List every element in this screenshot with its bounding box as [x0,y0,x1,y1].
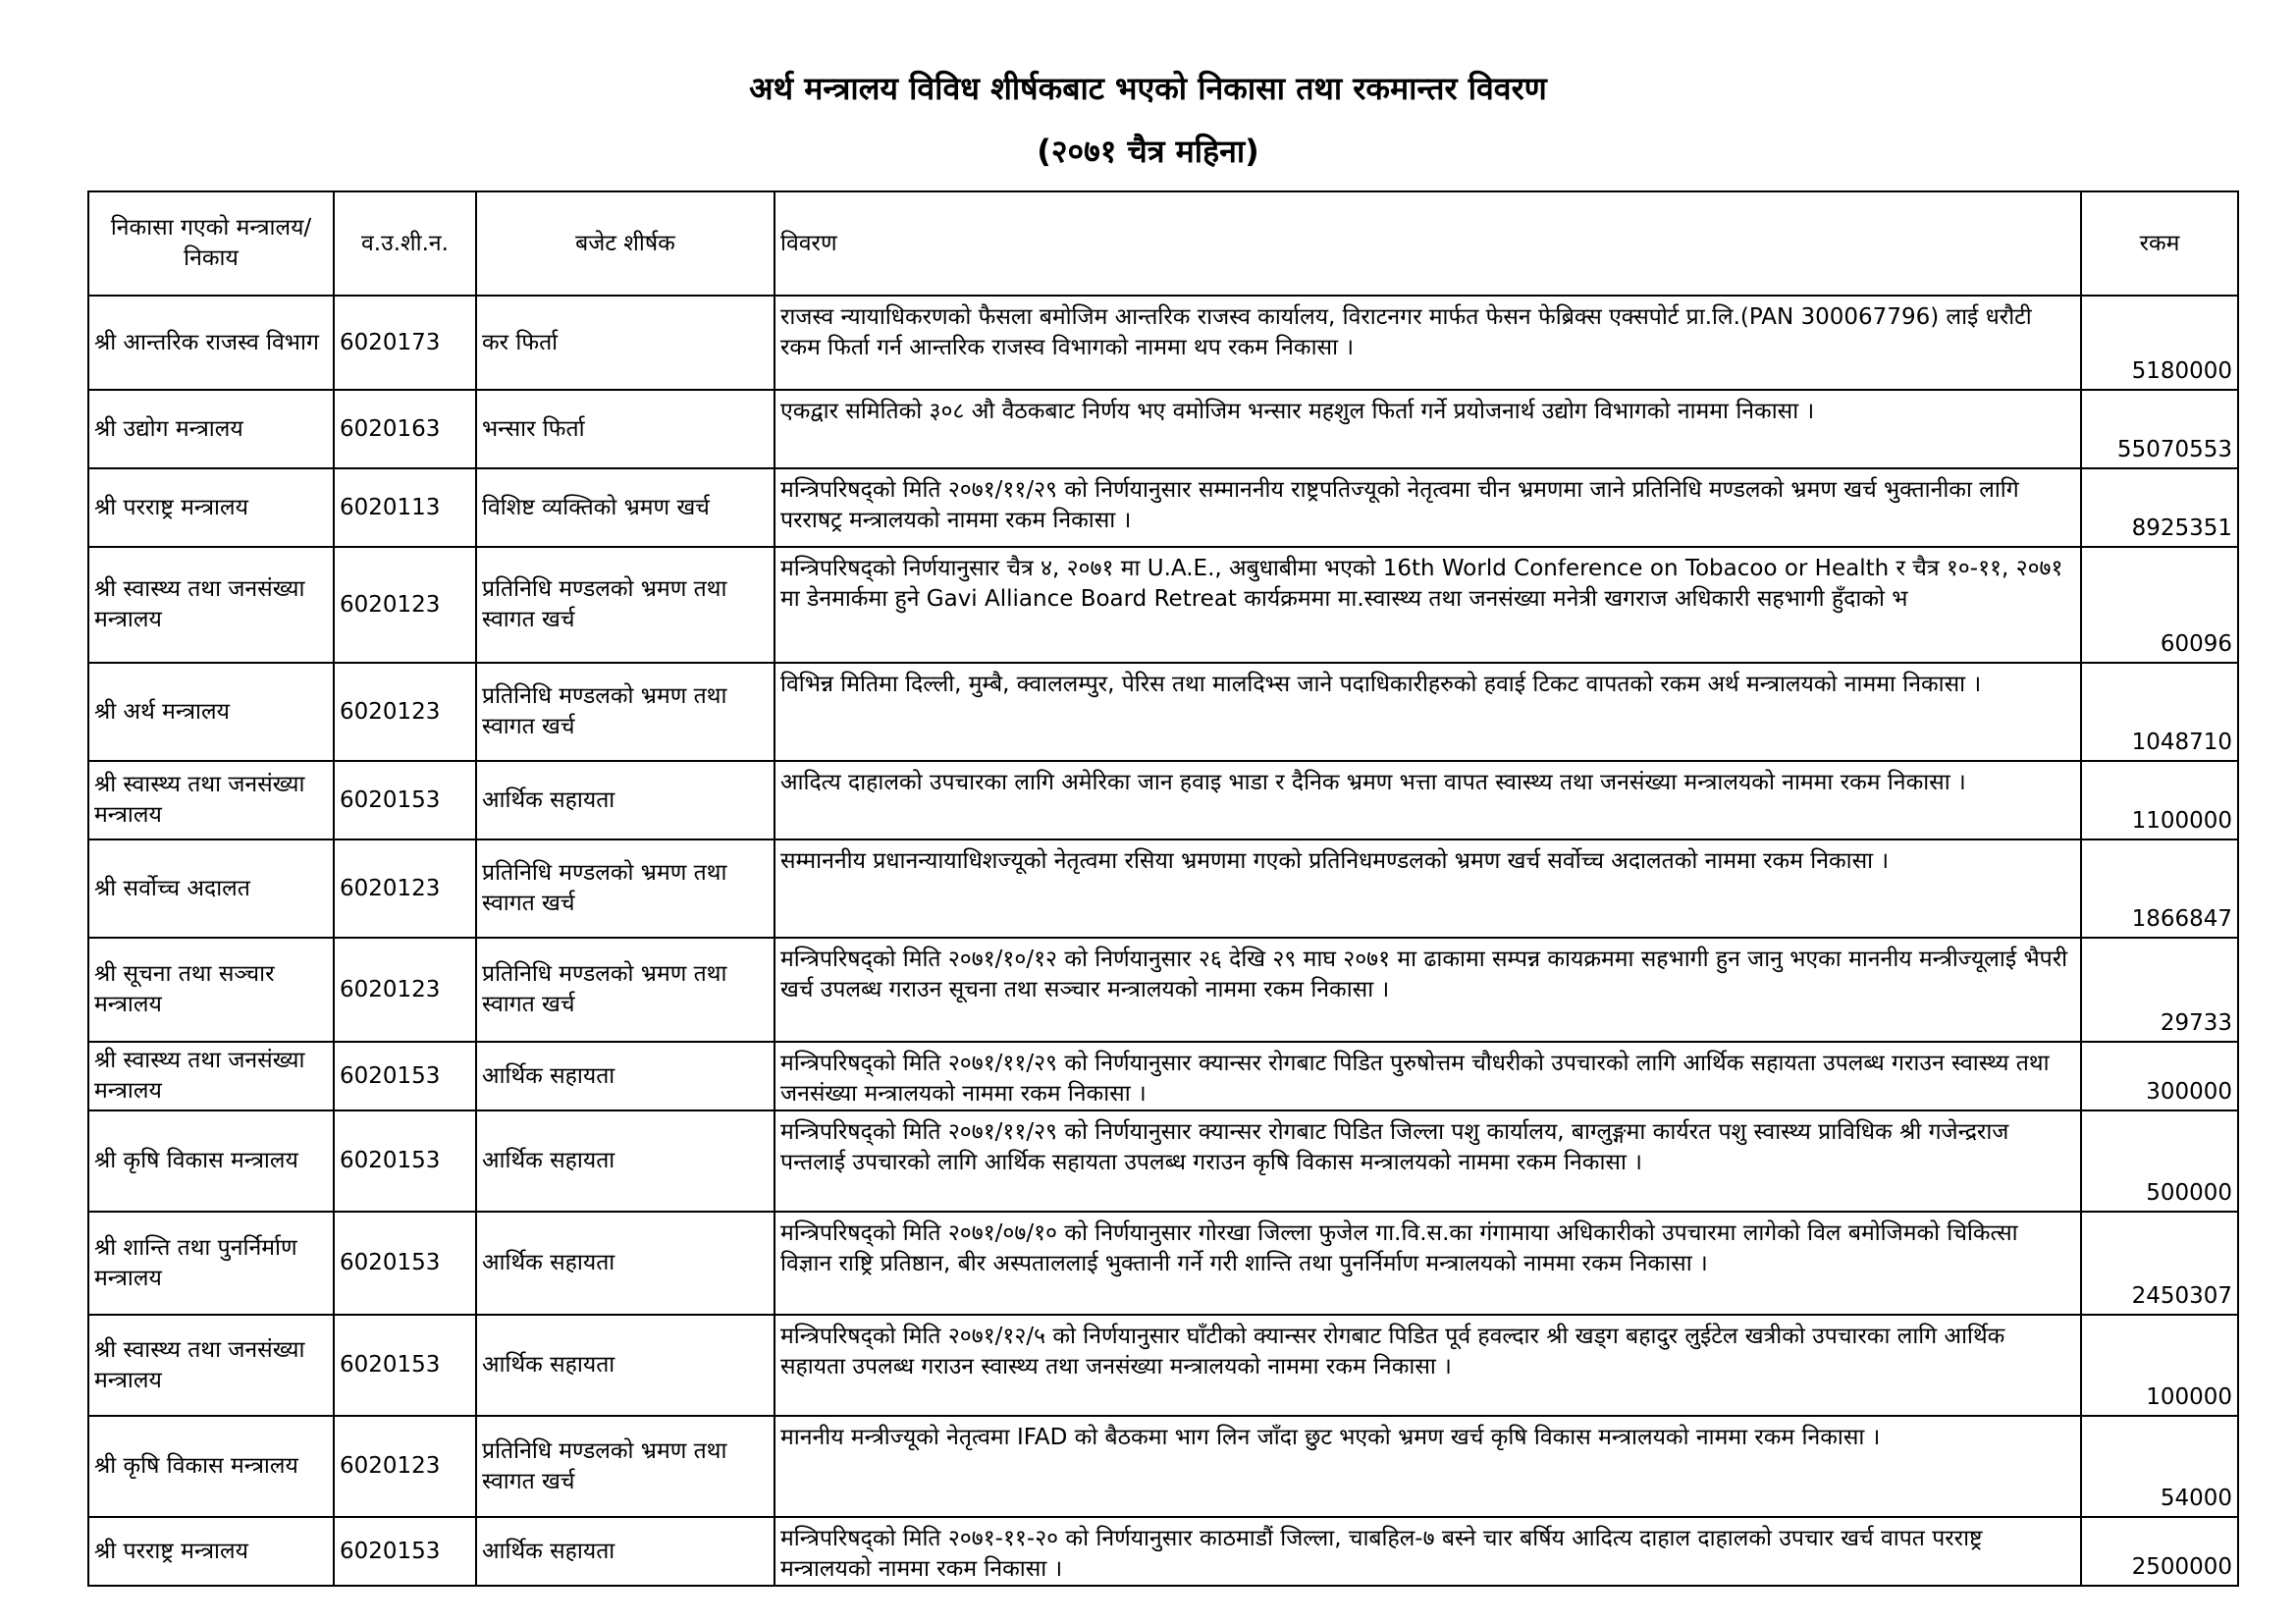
cell-amount: 8925351 [2081,468,2238,547]
table-row [88,1315,2238,1416]
cell-code: 6020123 [334,839,476,938]
cell-description: माननीय मन्त्रीज्यूको नेतृत्वमा IFAD को बैठकमा भाग लिन जाँदा छुट भएको भ्रमण खर्च कृषि विकास मन्त्रालयको नाममा रकम निकासा । [774,1416,2081,1517]
table-row [88,1416,2238,1517]
cell-ministry: श्री अर्थ मन्त्रालय [88,663,334,761]
header-description: विवरण [774,191,2081,296]
cell-ministry: श्री कृषि विकास मन्त्रालय [88,1110,334,1212]
cell-amount: 1048710 [2081,663,2238,761]
header-amount: रकम [2081,191,2238,296]
cell-amount: 2500000 [2081,1517,2238,1586]
header-budget: बजेट शीर्षक [476,191,774,296]
header-ministry: निकासा गएको मन्त्रालय/निकाय [88,191,334,296]
table-row [88,761,2238,839]
cell-code: 6020173 [334,296,476,390]
table-row [88,839,2238,938]
cell-description: मन्त्रिपरिषद्को मिति २०७१/१२/५ को निर्णयानुसार घाँटीको क्यान्सर रोगबाट पिडित पूर्व हवल्दार श्री खड्ग बहादुर लुईटेल खत्रीको उपचारका लागि आर्थिक सहायता उपलब्ध गराउन स्वास्थ्य तथा जनसंख्या मन्त्रालयको नाममा रकम निकासा । [774,1315,2081,1416]
table-row [88,938,2238,1042]
table-row [88,663,2238,761]
cell-budget: भन्सार फिर्ता [476,390,774,468]
cell-ministry: श्री स्वास्थ्य तथा जनसंख्या मन्त्रालय [88,1315,334,1416]
page-subtitle: (२०७१ चैत्र महिना) [1037,133,1259,170]
cell-description: सम्माननीय प्रधानन्यायाधिशज्यूको नेतृत्वमा रसिया भ्रमणमा गएको प्रतिनिधमण्डलको भ्रमण खर्च सर्वोच्च अदालतको नाममा रकम निकासा । [774,839,2081,938]
cell-ministry: श्री स्वास्थ्य तथा जनसंख्या मन्त्रालय [88,1042,334,1110]
page-title: अर्थ मन्त्रालय विविध शीर्षकबाट भएको निकासा तथा रकमान्तर विवरण [749,70,1547,107]
cell-ministry: श्री परराष्ट्र मन्त्रालय [88,468,334,547]
cell-ministry: श्री स्वास्थ्य तथा जनसंख्या मन्त्रालय [88,547,334,663]
cell-code: 6020123 [334,1416,476,1517]
cell-description: मन्त्रिपरिषद्को मिति २०७१/११/२९ को निर्णयानुसार सम्माननीय राष्ट्रपतिज्यूको नेतृत्वमा चीन भ्रमणमा जाने प्रतिनिधि मण्डलको भ्रमण खर्च भुक्तानीका लागि परराषट्र मन्त्रालयको नाममा रकम निकासा । [774,468,2081,547]
table-header-row [88,191,2238,296]
cell-code: 6020153 [334,761,476,839]
cell-amount: 100000 [2081,1315,2238,1416]
cell-description: मन्त्रिपरिषद्को मिति २०७१/०७/१० को निर्णयानुसार गोरखा जिल्ला फुजेल गा.वि.स.का गंगामाया अधिकारीको उपचारमा लागेको विल बमोजिमको चिकित्सा विज्ञान राष्ट्रि प्रतिष्ठान, बीर अस्पताललाई भुक्तानी गर्ने गरी शान्ति तथा पुनर्निर्माण मन्त्रालयको नाममा रकम निकासा । [774,1212,2081,1315]
cell-budget: प्रतिनिधि मण्डलको भ्रमण तथा स्वागत खर्च [476,839,774,938]
cell-description: एकद्वार समितिको ३०८ औ वैठकबाट निर्णय भए वमोजिम भन्सार महशुल फिर्ता गर्ने प्रयोजनार्थ उद्योग विभागको नाममा निकासा । [774,390,2081,468]
cell-code: 6020153 [334,1110,476,1212]
header-code: व.उ.शी.न. [334,191,476,296]
cell-description: राजस्व न्यायाधिकरणको फैसला बमोजिम आन्तरिक राजस्व कार्यालय, विराटनगर मार्फत फेसन फेब्रिक्स एक्सपोर्ट प्रा.लि.(PAN 300067796) लाई धरौटी रकम फिर्ता गर्न आन्तरिक राजस्व विभागको नाममा थप रकम निकासा । [774,296,2081,390]
table-row [88,1110,2238,1212]
cell-amount: 55070553 [2081,390,2238,468]
table-row [88,1042,2238,1110]
table-row [88,1517,2238,1586]
table-row [88,1212,2238,1315]
cell-amount: 1866847 [2081,839,2238,938]
cell-description: मन्त्रिपरिषद्को मिति २०७१/११/२९ को निर्णयानुसार क्यान्सर रोगबाट पिडित पुरुषोत्तम चौधरीको उपचारको लागि आर्थिक सहायता उपलब्ध गराउन स्वास्थ्य तथा जनसंख्या मन्त्रालयको नाममा रकम निकासा । [774,1042,2081,1110]
cell-code: 6020153 [334,1517,476,1586]
cell-amount: 60096 [2081,547,2238,663]
cell-budget: आर्थिक सहायता [476,1315,774,1416]
cell-code: 6020153 [334,1212,476,1315]
cell-code: 6020153 [334,1315,476,1416]
cell-code: 6020123 [334,547,476,663]
cell-ministry: श्री उद्योग मन्त्रालय [88,390,334,468]
cell-amount: 29733 [2081,938,2238,1042]
cell-description: मन्त्रिपरिषद्को मिति २०७१/११/२९ को निर्णयानुसार क्यान्सर रोगबाट पिडित जिल्ला पशु कार्यालय, बाग्लुङ्गमा कार्यरत पशु स्वास्थ्य प्राविधिक श्री गजेन्द्रराज पन्तलाई उपचारको लागि आर्थिक सहायता उपलब्ध गराउन कृषि विकास मन्त्रालयको नाममा रकम निकासा । [774,1110,2081,1212]
cell-code: 6020113 [334,468,476,547]
cell-budget: प्रतिनिधि मण्डलको भ्रमण तथा स्वागत खर्च [476,1416,774,1517]
cell-budget: कर फिर्ता [476,296,774,390]
disbursement-table [87,190,2239,1587]
cell-description: मन्त्रिपरिषद्को मिति २०७१-११-२० को निर्णयानुसार काठमाडौं जिल्ला, चाबहिल-७ बस्ने चार बर्षिय आदित्य दाहाल दाहालको उपचार खर्च वापत परराष्ट्र मन्त्रालयको नाममा रकम निकासा । [774,1517,2081,1586]
cell-budget: आर्थिक सहायता [476,1212,774,1315]
cell-ministry: श्री आन्तरिक राजस्व विभाग [88,296,334,390]
cell-budget: विशिष्ट व्यक्तिको भ्रमण खर्च [476,468,774,547]
cell-code: 6020123 [334,663,476,761]
cell-description: विभिन्न मितिमा दिल्ली, मुम्बै, क्वाललम्पुर, पेरिस तथा मालदिभ्स जाने पदाधिकारीहरुको हवाई टिकट वापतको रकम अर्थ मन्त्रालयको नाममा निकासा । [774,663,2081,761]
cell-code: 6020153 [334,1042,476,1110]
cell-amount: 54000 [2081,1416,2238,1517]
cell-ministry: श्री कृषि विकास मन्त्रालय [88,1416,334,1517]
cell-ministry: श्री परराष्ट्र मन्त्रालय [88,1517,334,1586]
cell-ministry: श्री सर्वोच्च अदालत [88,839,334,938]
table-row [88,547,2238,663]
cell-amount: 1100000 [2081,761,2238,839]
cell-budget: प्रतिनिधि मण्डलको भ्रमण तथा स्वागत खर्च [476,547,774,663]
cell-description: आदित्य दाहालको उपचारका लागि अमेरिका जान हवाइ भाडा र दैनिक भ्रमण भत्ता वापत स्वास्थ्य तथा जनसंख्या मन्त्रालयको नाममा रकम निकासा । [774,761,2081,839]
cell-budget: प्रतिनिधि मण्डलको भ्रमण तथा स्वागत खर्च [476,663,774,761]
cell-budget: आर्थिक सहायता [476,761,774,839]
cell-code: 6020123 [334,938,476,1042]
cell-code: 6020163 [334,390,476,468]
cell-budget: प्रतिनिधि मण्डलको भ्रमण तथा स्वागत खर्च [476,938,774,1042]
cell-ministry: श्री शान्ति तथा पुनर्निर्माण मन्त्रालय [88,1212,334,1315]
cell-budget: आर्थिक सहायता [476,1517,774,1586]
table-row [88,468,2238,547]
cell-amount: 2450307 [2081,1212,2238,1315]
table-row [88,390,2238,468]
cell-ministry: श्री स्वास्थ्य तथा जनसंख्या मन्त्रालय [88,761,334,839]
cell-amount: 5180000 [2081,296,2238,390]
cell-description: मन्त्रिपरिषद्को निर्णयानुसार चैत्र ४, २०७१ मा U.A.E., अबुधाबीमा भएको 16th World Conference on Tobacoo or Health र चैत्र १०-११, २०७१ मा डेनमार्कमा हुने Gavi Alliance Board Retreat कार्यक्रममा मा.स्वास्थ्य तथा जनसंख्या मनेत्री खगराज अधिकारी सहभागी हुँदाको भ [774,547,2081,663]
table-row [88,296,2238,390]
cell-budget: आर्थिक सहायता [476,1042,774,1110]
cell-amount: 300000 [2081,1042,2238,1110]
cell-description: मन्त्रिपरिषद्को मिति २०७१/१०/१२ को निर्णयानुसार २६ देखि २९ माघ २०७१ मा ढाकामा सम्पन्न कायक्रममा सहभागी हुन जानु भएका माननीय मन्त्रीज्यूलाई भैपरी खर्च उपलब्ध गराउन सूचना तथा सञ्चार मन्त्रालयको नाममा रकम निकासा । [774,938,2081,1042]
cell-ministry: श्री सूचना तथा सञ्चार मन्त्रालय [88,938,334,1042]
cell-amount: 500000 [2081,1110,2238,1212]
cell-budget: आर्थिक सहायता [476,1110,774,1212]
